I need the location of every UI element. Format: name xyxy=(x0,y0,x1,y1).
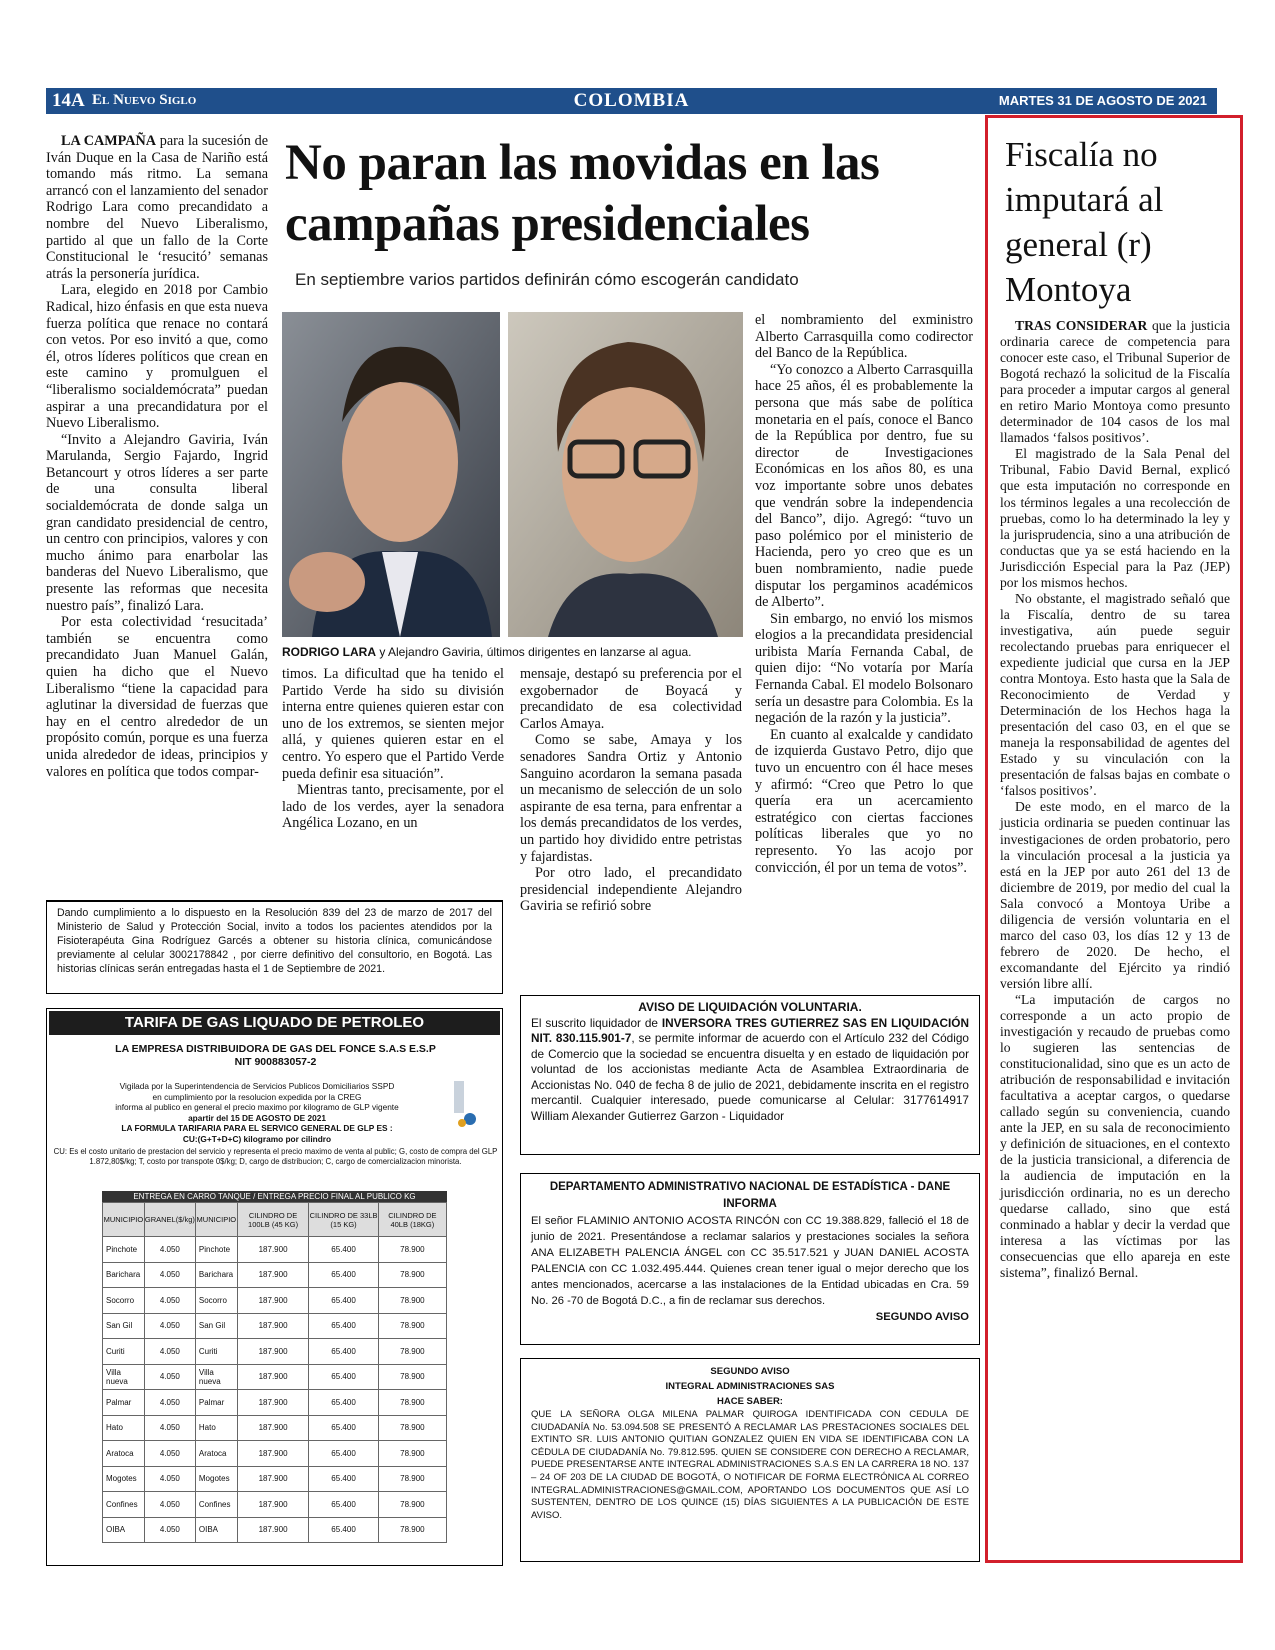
gas-table-header: MUNICIPIO xyxy=(103,1203,145,1237)
integral-ad-line: HACE SABER: xyxy=(717,1396,783,1407)
table-row xyxy=(103,1262,447,1288)
table-cell: Mogotes xyxy=(103,1466,145,1492)
gas-ad-company: LA EMPRESA DISTRIBUIDORA DE GAS DEL FONCE S.A.S E.S.P xyxy=(115,1043,436,1055)
table-cell: 65.400 xyxy=(309,1441,378,1467)
table-cell: 78.900 xyxy=(378,1466,446,1492)
table-row xyxy=(103,1441,447,1467)
paragraph: mensaje, destapó su preferencia por el exgobernador de Boyacá y precandidato de esa colectividad Carlos Amaya. xyxy=(520,666,742,732)
table-cell: 78.900 xyxy=(378,1517,446,1543)
table-cell: 65.400 xyxy=(309,1313,378,1339)
integral-ad-line: SEGUNDO AVISO xyxy=(710,1366,790,1377)
table-cell: 187.900 xyxy=(237,1339,309,1365)
table-cell: OIBA xyxy=(103,1517,145,1543)
table-cell: Hato xyxy=(195,1415,237,1441)
table-cell: Barichara xyxy=(195,1262,237,1288)
table-row xyxy=(103,1390,447,1416)
table-cell: 187.900 xyxy=(237,1390,309,1416)
gas-ad-band: TARIFA DE GAS LIQUADO DE PETROLEO xyxy=(49,1011,500,1035)
main-headline: No paran las movidas en las campañas presidenciales xyxy=(285,135,880,252)
table-cell: 78.900 xyxy=(378,1237,446,1263)
table-cell: 187.900 xyxy=(237,1441,309,1467)
liquidation-text: , se permite informar de acuerdo con el Artículo 232 del Código de Comercio que la sociedad se encuentra disuelta y en estado de liquidación por voluntad de los accionistas mediante Acta de Asamblea Extraordinaria de Accionistas No. 040 de fecha 8 de julio de 2021, debidamente inscrita en el registro mercantil. Cualquier interesado, puede comunicarse al Celular: 3177614917 William Alexander Gutierrez Garzon - Liquidador xyxy=(531,1031,969,1123)
main-article-column-3 xyxy=(520,666,742,915)
paragraph: para la sucesión de Iván Duque en la Casa de Nariño está tomando más ritmo. La semana arrancó con el lanzamiento del senador Rodrigo Lara como precandidato a nombre del Nuevo Liberalismo, partido al que un fallo de la Corte Constitucional le ‘resucitó’ semanas atrás la personería jurídica. xyxy=(46,133,269,282)
table-cell: Socorro xyxy=(103,1288,145,1314)
superservicios-logo xyxy=(452,1079,482,1129)
paragraph: Por otro lado, el precandidato presidencial independiente Alejandro Gaviria se refirió sobre xyxy=(520,865,742,915)
table-cell: 187.900 xyxy=(237,1415,309,1441)
table-row xyxy=(103,1339,447,1365)
gas-ad-line: apartir del 15 DE AGOSTO DE 2021 xyxy=(188,1112,326,1123)
clinic-notice xyxy=(46,900,503,994)
table-cell: 78.900 xyxy=(378,1364,446,1390)
liquidation-ad xyxy=(520,995,980,1155)
table-cell: Pinchote xyxy=(103,1237,145,1263)
table-row xyxy=(103,1492,447,1518)
table-cell: Mogotes xyxy=(195,1466,237,1492)
table-row xyxy=(103,1364,447,1390)
gas-price-table xyxy=(102,1202,447,1543)
paragraph: “Yo conozco a Alberto Carrasquilla hace 25 años, él es probablemente la persona que más sabe de política monetaria en el país, conoce el Banco de la República por dentro, fue su director de Investigaciones Económicas en los años 80, es una voz importante sobre unos debates que vendrán sobre la independencia del Banco”, dijo. Agregó: “tuvo un paso polémico por el ministerio de Hacienda, pero yo creo que es un buen nombramiento, nadie puede disputar los pergaminos académicos de Alberto”. xyxy=(755,361,973,611)
gas-ad-formula: CU:(G+T+D+C) kilogramo por cilindro xyxy=(182,1133,332,1144)
paragraph: que la justicia ordinaria carece de competencia para conocer este caso, el Tribunal Superior de Bogotá rechazó la solicitud de la Fiscalía para proceder a imputar cargos al general en retiro Mario Montoya como presunto determinador de 104 casos de los mal llamados ‘falsos positivos’. xyxy=(1000,318,1230,446)
table-cell: 187.900 xyxy=(237,1466,309,1492)
paragraph: El magistrado de la Sala Penal del Tribunal, Fabio David Bernal, explicó que esta imputación no corresponde en los términos legales a una recolección de pruebas, como lo ha determinado la ley y la jurisprudencia, sino a una atribución de conductas que ya se está haciendo en la Jurisdicción Especial para la Paz (JEP) por los mismos hechos. xyxy=(1000,446,1230,590)
table-cell: 4.050 xyxy=(144,1492,195,1518)
paragraph: timos. La dificultad que ha tenido el Partido Verde ha sido su división interna entre quienes quieren estar con uno de los extremos, se sienten mejor allá, y quienes quieren estar en el centro. Yo espero que el Partido Verde pueda definir esa situación”. xyxy=(282,666,504,782)
integral-ad-line: INTEGRAL ADMINISTRACIONES SAS xyxy=(665,1381,835,1392)
table-cell: Curiti xyxy=(103,1339,145,1365)
main-article-column-1 xyxy=(46,133,268,780)
paragraph: Lara, elegido en 2018 por Cambio Radical, hizo énfasis en que esta nueva fuerza política que renace no contará con vetos. Por eso invitó a que, como él, otros líderes políticos que crean en este camino y promulguen el “liberalismo socialdemócrata” puedan aspirar a una precandidatura por el Nuevo Liberalismo. xyxy=(46,282,268,432)
paragraph: el nombramiento del exministro Alberto Carrasquilla como codirector del Banco de la República. xyxy=(755,312,973,362)
table-cell: 4.050 xyxy=(144,1288,195,1314)
table-cell: Socorro xyxy=(195,1288,237,1314)
table-row xyxy=(103,1415,447,1441)
table-cell: San Gil xyxy=(195,1313,237,1339)
table-cell: Curiti xyxy=(195,1339,237,1365)
dane-ad xyxy=(520,1173,980,1345)
table-cell: Aratoca xyxy=(195,1441,237,1467)
gas-ad-company-block xyxy=(47,1043,504,1069)
table-row xyxy=(103,1466,447,1492)
table-cell: 65.400 xyxy=(309,1517,378,1543)
table-cell: 187.900 xyxy=(237,1313,309,1339)
gas-table-header: CILINDRO DE 100LB (45 KG) xyxy=(237,1203,309,1237)
paragraph: Sin embargo, no envió los mismos elogios a la precandidata presidencial uribista María Fernanda Cabal, de quien dijo: “No votaría por María Fernanda Cabal. El modelo Bolsonaro sería un desastre para Colombia. Es la negación de la razón y la justicia”. xyxy=(755,610,973,727)
table-cell: 78.900 xyxy=(378,1492,446,1518)
side-article-body xyxy=(1000,318,1230,1281)
paragraph: Mientras tanto, precisamente, por el lado de los verdes, ayer la senadora Angélica Lozano, en un xyxy=(282,782,504,832)
table-cell: 65.400 xyxy=(309,1364,378,1390)
table-cell: 78.900 xyxy=(378,1288,446,1314)
table-cell: Palmar xyxy=(103,1390,145,1416)
table-cell: 4.050 xyxy=(144,1364,195,1390)
table-cell: Villa nueva xyxy=(195,1364,237,1390)
gas-table-header: MUNICIPIO xyxy=(195,1203,237,1237)
gas-ad-cu-note: CU: Es el costo unitario de prestacion del servicio y representa el precio maximo de venta al public; G, costo de compra del GLP 1.872,80$/kg; T, costo por transpote 0$/kg; D, cargo de distribucion; C, cargo de comercializacion minorista. xyxy=(53,1147,498,1166)
gas-ad-info xyxy=(77,1081,437,1145)
table-cell: Hato xyxy=(103,1415,145,1441)
table-row xyxy=(103,1237,447,1263)
table-cell: 65.400 xyxy=(309,1466,378,1492)
table-cell: Barichara xyxy=(103,1262,145,1288)
main-article-lead: LA CAMPAÑA xyxy=(61,133,156,149)
newspaper-name: El Nuevo Siglo xyxy=(92,92,197,108)
table-cell: 187.900 xyxy=(237,1288,309,1314)
table-row xyxy=(103,1288,447,1314)
gas-ad-line: LA FORMULA TARIFARIA PARA EL SERVICO GENERAL DE GLP ES : xyxy=(121,1123,393,1134)
gas-table-header: CILINDRO DE 33LB (15 KG) xyxy=(309,1203,378,1237)
table-cell: San Gil xyxy=(103,1313,145,1339)
table-cell: 78.900 xyxy=(378,1262,446,1288)
table-cell: Confines xyxy=(195,1492,237,1518)
paragraph: “La imputación de cargos no corresponde a un acto propio de investigación y recaudo de pruebas como lo sugieren las sentencias de constitucionalidad, sino que es un acto de atribución de responsabilidad e invitación facultativa a aceptar cargos, o quedarse callado según su conveniencia, cuando ante la JEP, en su sala de reconocimiento y definición de situaciones, en el contexto de la justicia transicional, a diferencia de la audiencia de imputación en la jurisdicción ordinaria, no es un derecho quedarse callado, sino que está conminado a hablar y decir la verdad que interesa a las víctimas por las consecuencias que ello apareja en este sistema”, finalizó Bernal. xyxy=(1000,991,1230,1280)
table-cell: 187.900 xyxy=(237,1262,309,1288)
photo-caption xyxy=(282,645,742,659)
table-cell: 78.900 xyxy=(378,1390,446,1416)
gas-tariff-ad xyxy=(46,1008,503,1566)
table-cell: Confines xyxy=(103,1492,145,1518)
gas-table-header: CILINDRO DE 40LB (18KG) xyxy=(378,1203,446,1237)
liquidation-company: INVERSORA TRES GUTIERREZ SAS EN LIQUIDACIÓN NIT. 830.115.901-7 xyxy=(531,1015,969,1045)
table-cell: 187.900 xyxy=(237,1364,309,1390)
table-cell: 4.050 xyxy=(144,1262,195,1288)
side-article-title: Fiscalía no imputará al general (r) Montoya xyxy=(1005,135,1164,309)
table-cell: 4.050 xyxy=(144,1390,195,1416)
gas-ad-nit: NIT 900883057-2 xyxy=(234,1056,317,1068)
table-cell: 65.400 xyxy=(309,1262,378,1288)
photo-alejandro-gaviria xyxy=(508,312,743,637)
table-cell: 4.050 xyxy=(144,1466,195,1492)
gas-ad-line: Vigilada por la Superintendencia de Servicios Publicos Domiciliarios SSPD xyxy=(119,1081,395,1091)
photo-rodrigo-lara xyxy=(282,312,500,637)
paragraph: En cuanto al exalcalde y candidato de izquierda Gustavo Petro, dijo que tuvo un encuentro con él hace meses y afirmó: “Creo que Petro lo que quería era un acercamiento estratégico con ciertas facciones políticas liberales que yo no represento. Yo las acojo por convicción, él por un tema de votos”. xyxy=(755,726,973,876)
table-cell: 65.400 xyxy=(309,1390,378,1416)
gas-table-title: ENTREGA EN CARRO TANQUE / ENTREGA PRECIO FINAL AL PUBLICO KG xyxy=(102,1191,447,1202)
integral-ad xyxy=(520,1358,980,1562)
table-cell: 65.400 xyxy=(309,1339,378,1365)
page-header xyxy=(46,88,1217,114)
caption-text: y Alejandro Gaviria, últimos dirigentes en lanzarse al agua. xyxy=(379,645,692,659)
table-cell: Villa nueva xyxy=(103,1364,145,1390)
issue-date: MARTES 31 DE AGOSTO DE 2021 xyxy=(998,93,1207,108)
table-cell: 4.050 xyxy=(144,1517,195,1543)
table-cell: 187.900 xyxy=(237,1492,309,1518)
table-cell: OIBA xyxy=(195,1517,237,1543)
table-cell: 4.050 xyxy=(144,1339,195,1365)
table-cell: 187.900 xyxy=(237,1517,309,1543)
table-row xyxy=(103,1517,447,1543)
main-article-column-4 xyxy=(755,312,973,876)
paragraph: Como se sabe, Amaya y los senadores Sandra Ortiz y Antonio Sanguino acordaron la semana pasada un mecanismo de selección de un solo aspirante de esa terna, para enfrentar a los demás precandidatos de los verdes, un partido hoy dividido entre petristas y fajardistas. xyxy=(520,732,742,865)
dane-ad-title: DEPARTAMENTO ADMINISTRATIVO NACIONAL DE ESTADÍSTICA - DANE INFORMA xyxy=(549,1181,951,1210)
paragraph: “Invito a Alejandro Gaviria, Iván Marulanda, Sergio Fajardo, Ingrid Betancourt y otros líderes a ser parte de una consulta liberal socialdemócrata de donde salga un gran candidato presidencial de centro, un centro con principios, valores y con mucho ánimo para enarbolar las banderas del Nuevo Liberalismo, que presente las reformas que necesita nuestro país”, finalizó Lara. xyxy=(46,431,268,614)
side-article-lead: TRAS CONSIDERAR xyxy=(1015,318,1148,333)
table-cell: 4.050 xyxy=(144,1237,195,1263)
gas-ad-line: en cumplimiento por la resolucion expedida por la CREG xyxy=(152,1091,362,1102)
table-cell: Pinchote xyxy=(195,1237,237,1263)
gas-table-header: GRANEL($/kg) xyxy=(144,1203,195,1237)
liquidation-ad-title: AVISO DE LIQUIDACIÓN VOLUNTARIA. xyxy=(638,1000,862,1014)
integral-ad-text: QUE LA SEÑORA OLGA MILENA PALMAR QUIROGA IDENTIFICADA CON CEDULA DE CIUDADANÍA No. 53.094.508 SE PRESENTÓ A RECLAMAR LAS PRESTACIONES SOCIALES DEL EXTINTO SR. LUIS ANTONIO QUITIAN GONZALEZ QUIEN EN VIDA SE IDENTIFICABA CON LA CÉDULA DE CIUDADANÍA No. 79.812.595. QUIEN SE CONSIDERE CON DERECHO A RECLAMAR, PUEDE PRESENTARSE ANTE INTEGRAL ADMINISTRACIONES S.A.S EN LA CARRERA 18 NO. 137 – 24 OF 203 DE LA CIUDAD DE BOGOTÁ, O NOTIFICAR DE FORMA ELECTRÓNICA AL CORREO INTEGRAL.ADMINISTRACIONES@GMAIL.COM, APORTANDO LOS DOCUMENTOS QUE ASÍ LO SUSTENTEN, DENTRO DE LOS QUINCE (15) DÍAS SIGUIENTES A LA PUBLICACIÓN DE ESTE AVISO. xyxy=(531,1409,969,1521)
main-subhead: En septiembre varios partidos definirán cómo escogerán candidato xyxy=(295,270,799,289)
page-number: 14A xyxy=(52,90,85,111)
table-cell: 65.400 xyxy=(309,1288,378,1314)
table-cell: 4.050 xyxy=(144,1415,195,1441)
liquidation-text: El suscrito liquidador de xyxy=(531,1015,658,1030)
paragraph: Por esta colectividad ‘resucitada’ también se encuentra como precandidato Juan Manuel Galán, quien ha dicho que el Nuevo Liberalismo “tiene la capacidad para aglutinar la diversidad de fuerzas que hay en el centro alrededor de un propósito común, porque es una fuerza unida alrededor de ideas, principios y valores en política que todos compar- xyxy=(46,614,268,780)
dane-ad-footer: SEGUNDO AVISO xyxy=(875,1311,969,1323)
table-cell: 78.900 xyxy=(378,1441,446,1467)
integral-ad-heading xyxy=(531,1364,969,1409)
caption-name: RODRIGO LARA xyxy=(282,645,376,659)
gas-ad-line: informa al publico en general el precio maximo por kilogramo de GLP vigente xyxy=(115,1102,399,1113)
main-article-column-2 xyxy=(282,666,504,832)
clinic-notice-text: Dando cumplimiento a lo dispuesto en la Resolución 839 del 23 de marzo de 2017 del Ministerio de Salud y Protección Social, invito a todos los pacientes atendidos por la Fisioterapéuta Gina Rodríguez Garcés a obtener su historia clínica, comunicándose previamente al celular 3002178842 , por cierre definitivo del consultorio, en Bogotá. Las historias clínicas serán entregadas hasta el 1 de Septiembre de 2021. xyxy=(57,907,492,975)
table-cell: 65.400 xyxy=(309,1492,378,1518)
paragraph: De este modo, en el marco de la justicia ordinaria se pueden continuar las investigaciones de orden probatorio, pero la vinculación procesal a la justicia ya está en la JEP por auto 261 del 13 de diciembre de 2019, por medio del cual la Sala convocó a Montoya Uribe a diligencia de versión voluntaria en el marco del caso 03, los días 12 y 13 de febrero de 2020. De hecho, el excomandante del Ejército ya rindió versión libre allí. xyxy=(1000,799,1230,991)
paragraph: No obstante, el magistrado señaló que la Fiscalía, dentro de su tarea investigativa, aún puede seguir recolectando pruebas para enriquecer el expediente judicial que cursa en la JEP contra Montoya. Esto hasta que la Sala de Reconocimiento de Verdad y Determinación de los Hechos haga la presentación del caso 03, en el que se maneja la responsabilidad de agentes del Estado y su vinculación con la presentación de falsas bajas en combate o ‘falsos positivos’. xyxy=(1000,590,1230,799)
table-cell: Palmar xyxy=(195,1390,237,1416)
table-cell: 4.050 xyxy=(144,1441,195,1467)
section-title: COLOMBIA xyxy=(573,90,690,111)
table-cell: 65.400 xyxy=(309,1237,378,1263)
table-cell: Aratoca xyxy=(103,1441,145,1467)
table-row xyxy=(103,1313,447,1339)
table-cell: 4.050 xyxy=(144,1313,195,1339)
table-cell: 65.400 xyxy=(309,1415,378,1441)
table-cell: 78.900 xyxy=(378,1339,446,1365)
dane-ad-text: El señor FLAMINIO ANTONIO ACOSTA RINCÓN con CC 19.388.829, falleció el 18 de junio de 2021. Presentándose a reclamar salarios y prestaciones sociales la señora ANA ELIZABETH PALENCIA ÁNGEL con CC 35.517.521 y JUAN DANIEL ACOSTA PALENCIA con CC 1.032.495.444. Quienes crean tener igual o mejor derecho que los antes mencionados, acercarse a las instalaciones de la Entidad ubicadas en Cra. 59 No. 26 -70 de Bogotá D.C., a fin de reclamar sus derechos. xyxy=(531,1215,969,1307)
table-cell: 187.900 xyxy=(237,1237,309,1263)
table-cell: 78.900 xyxy=(378,1313,446,1339)
table-cell: 78.900 xyxy=(378,1415,446,1441)
